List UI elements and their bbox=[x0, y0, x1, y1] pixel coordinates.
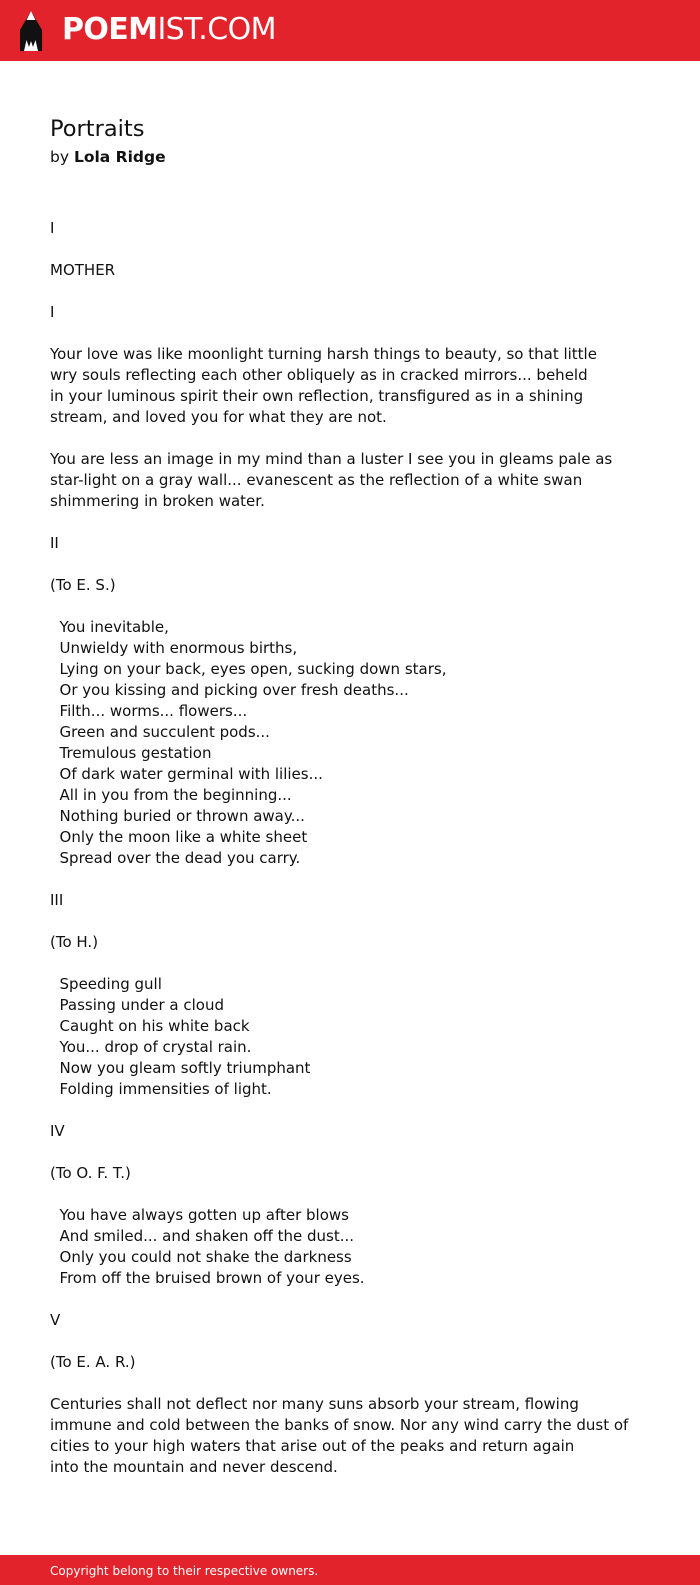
poem-line bbox=[50, 512, 610, 533]
poem-line: From off the bruised brown of your eyes. bbox=[50, 1269, 365, 1287]
poem-line: And smiled... and shaken off the dust... bbox=[50, 1227, 355, 1245]
poem-line: (To O. F. T.) bbox=[50, 1164, 131, 1182]
poem-line: You have always gotten up after blows bbox=[50, 1206, 349, 1224]
poem-line bbox=[50, 1100, 610, 1121]
poem-line: Folding immensities of light. bbox=[50, 1080, 272, 1098]
poem-line: (To E. S.) bbox=[50, 576, 116, 594]
poem-line: You... drop of crystal rain. bbox=[50, 1038, 252, 1056]
poem-line: wry souls reflecting each other obliquely as in cracked mirrors... beheld bbox=[50, 366, 588, 384]
poem-line: in your luminous spirit their own reflection, transfigured as in a shining bbox=[50, 387, 584, 405]
poem-body bbox=[50, 218, 629, 1478]
poem-line: MOTHER bbox=[50, 261, 116, 279]
poem-line: Of dark water germinal with lilies... bbox=[50, 765, 323, 783]
poem-line: Nothing buried or thrown away... bbox=[50, 807, 305, 825]
poem-line: Speeding gull bbox=[50, 975, 162, 993]
poem-line: IV bbox=[50, 1122, 65, 1140]
poem-line: Now you gleam softly triumphant bbox=[50, 1059, 311, 1077]
logo-text-bold: POEM bbox=[62, 12, 158, 47]
pencil-icon[interactable] bbox=[18, 10, 44, 52]
poem-line: III bbox=[50, 891, 64, 909]
poem-line: star-light on a gray wall... evanescent as the reflection of a white swan bbox=[50, 471, 583, 489]
poem-line bbox=[50, 428, 610, 449]
poem-line: Tremulous gestation bbox=[50, 744, 212, 762]
poem-line: into the mountain and never descend. bbox=[50, 1458, 338, 1476]
poem-line bbox=[50, 869, 610, 890]
poem-line: (To H.) bbox=[50, 933, 99, 951]
poem-line: Your love was like moonlight turning harsh things to beauty, so that little bbox=[50, 345, 597, 363]
poem-line: Filth... worms... flowers... bbox=[50, 702, 248, 720]
poem-line: All in you from the beginning... bbox=[50, 786, 292, 804]
logo-text-light: IST.COM bbox=[157, 12, 276, 47]
poem-line bbox=[50, 1331, 610, 1352]
poem-line: You inevitable, bbox=[50, 618, 169, 636]
poem-line: (To E. A. R.) bbox=[50, 1353, 136, 1371]
poem-line: Caught on his white back bbox=[50, 1017, 250, 1035]
poem-line: Unwieldy with enormous births, bbox=[50, 639, 298, 657]
poem-line bbox=[50, 1373, 610, 1394]
site-header bbox=[0, 0, 700, 61]
poem-line: immune and cold between the banks of snow. Nor any wind carry the dust of bbox=[50, 1416, 629, 1434]
poem-line: V bbox=[50, 1311, 61, 1329]
poem-line: stream, and loved you for what they are not. bbox=[50, 408, 387, 426]
poem-byline bbox=[50, 147, 166, 168]
poem-line: You are less an image in my mind than a luster I see you in gleams pale as bbox=[50, 450, 613, 468]
poem-line: Only the moon like a white sheet bbox=[50, 828, 308, 846]
poem-line: Or you kissing and picking over fresh deaths... bbox=[50, 681, 409, 699]
poem-line: cities to your high waters that arise out of the peaks and return again bbox=[50, 1437, 575, 1455]
poem-line: Lying on your back, eyes open, sucking down stars, bbox=[50, 660, 447, 678]
poem-line bbox=[50, 1142, 610, 1163]
poem-line: Only you could not shake the darkness bbox=[50, 1248, 352, 1266]
site-footer bbox=[0, 1555, 700, 1585]
poem-line bbox=[50, 554, 610, 575]
poem-title: Portraits bbox=[50, 116, 145, 142]
poem-line: I bbox=[50, 219, 55, 237]
poem-author: Lola Ridge bbox=[73, 148, 166, 166]
poem-line bbox=[50, 1289, 610, 1310]
poem-line: Passing under a cloud bbox=[50, 996, 224, 1014]
poem-line bbox=[50, 1184, 610, 1205]
poem-line bbox=[50, 953, 610, 974]
copyright-text: Copyright belong to their respective owners. bbox=[50, 1564, 319, 1578]
poem-line: Centuries shall not deflect nor many suns absorb your stream, flowing bbox=[50, 1395, 579, 1413]
poem-line: Spread over the dead you carry. bbox=[50, 849, 301, 867]
poem-line: shimmering in broken water. bbox=[50, 492, 265, 510]
site-logo[interactable] bbox=[62, 13, 276, 47]
poem-line bbox=[50, 911, 610, 932]
poem-line: Green and succulent pods... bbox=[50, 723, 270, 741]
poem-line: I bbox=[50, 303, 55, 321]
poem-line bbox=[50, 281, 610, 302]
poem-line bbox=[50, 323, 610, 344]
poem-line: II bbox=[50, 534, 59, 552]
poem-line bbox=[50, 596, 610, 617]
byline-prefix: by bbox=[50, 148, 70, 166]
poem-line bbox=[50, 239, 610, 260]
